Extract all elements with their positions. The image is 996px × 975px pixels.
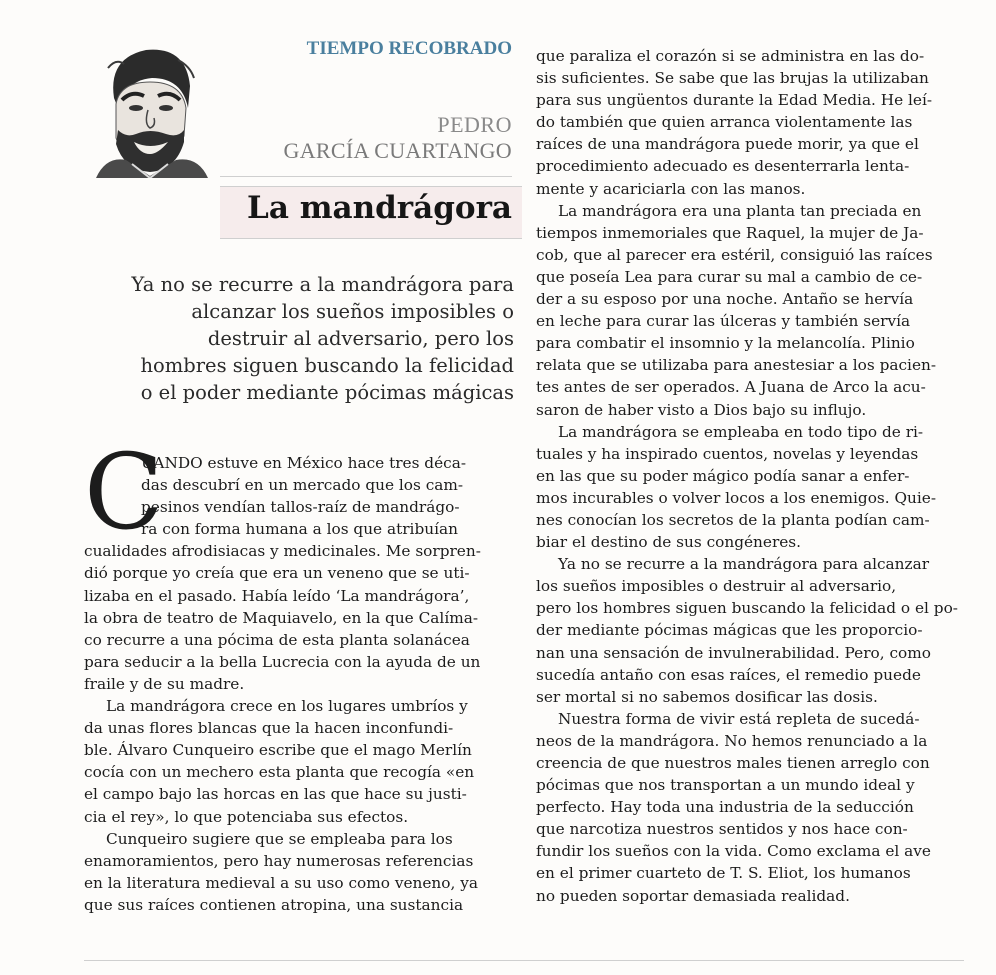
body-line: procedimiento adecuado es desenterrarla lenta- xyxy=(536,157,910,176)
article-column-left xyxy=(84,452,516,916)
body-line: La mandrágora se empleaba en todo tipo de ri- xyxy=(558,422,924,441)
body-line: en las que su poder mágico podía sanar a enfer- xyxy=(536,466,910,485)
body-line: mos incurables o volver locos a los enemigos. Quie- xyxy=(536,488,936,507)
body-line: para sus ungüentos durante la Edad Media. He leí- xyxy=(536,91,933,110)
article-column-right xyxy=(536,45,968,907)
lead-line: destruir al adversario, pero los xyxy=(207,327,514,350)
body-line: neos de la mandrágora. No hemos renunciado a la xyxy=(536,731,928,750)
body-line: sucedía antaño con esas raíces, el remedio puede xyxy=(536,665,921,684)
body-line: saron de haber visto a Dios bajo su influjo. xyxy=(536,400,867,419)
body-line: creencia de que nuestros males tienen arreglo con xyxy=(536,754,930,772)
body-line: que narcotiza nuestros sentidos y nos hace con- xyxy=(536,820,908,839)
body-line: dió porque yo creía que era un veneno que se uti- xyxy=(84,564,470,583)
drop-cap: C xyxy=(84,431,164,553)
bottom-divider xyxy=(84,960,964,961)
body-line: ra con forma humana a los que atribuían xyxy=(141,520,458,539)
body-line: cob, que al parecer era estéril, consiguió las raíces xyxy=(536,245,933,264)
lead-line: Ya no se recurre a la mandrágora para xyxy=(131,273,514,296)
body-line: tiempos inmemoriales que Raquel, la mujer de Ja- xyxy=(536,223,924,242)
body-line: pócimas que nos transportan a un mundo ideal y xyxy=(536,776,915,795)
body-line: fraile y de su madre. xyxy=(84,674,245,693)
body-line: der a su esposo por una noche. Antaño se hervía xyxy=(536,290,914,309)
body-line: relata que se utilizaba para anestesiar a los pacien- xyxy=(536,356,937,375)
body-line: La mandrágora era una planta tan preciada en xyxy=(558,201,922,220)
title-bottom-rule xyxy=(220,238,522,239)
author-portrait-illustration xyxy=(86,38,216,178)
body-line: cualidades afrodisiacas y medicinales. Me sorpren- xyxy=(84,542,481,561)
lead-paragraph xyxy=(84,271,514,406)
body-line: raíces de una mandrágora puede morir, ya que el xyxy=(536,135,919,154)
header-divider xyxy=(220,176,512,177)
body-line: La mandrágora crece en los lugares umbríos y xyxy=(106,697,468,716)
body-line: en la literatura medieval a su uso como veneno, ya xyxy=(84,873,478,892)
body-line: sis suficientes. Se sabe que las brujas la utilizaban xyxy=(536,69,929,88)
body-line: lizaba en el pasado. Había leído ‘La mandrágora’, xyxy=(84,586,470,605)
article-title: La mandrágora xyxy=(247,190,512,226)
body-line: biar el destino de sus congéneres. xyxy=(536,533,802,552)
body-line: pesinos vendían tallos-raíz de mandrágo- xyxy=(141,498,460,517)
body-line: cia el rey», lo que potenciaba sus efectos. xyxy=(84,807,409,826)
body-line: en el primer cuarteto de T. S. Eliot, los humanos xyxy=(536,864,911,883)
body-line: ser mortal si no sabemos dosificar las dosis. xyxy=(536,687,878,706)
body-line: da unas flores blancas que la hacen inconfundi- xyxy=(84,719,454,738)
body-line: ble. Álvaro Cunqueiro escribe que el mago Merlín xyxy=(84,741,472,760)
body-line: mente y acariciarla con las manos. xyxy=(536,179,806,198)
body-line: para seducir a la bella Lucrecia con la ayuda de un xyxy=(84,652,481,671)
body-line: que poseía Lea para curar su mal a cambio de ce- xyxy=(536,267,923,286)
body-line: que paraliza el corazón si se administra en las do- xyxy=(536,47,925,65)
body-line: tuales y ha inspirado cuentos, novelas y leyendas xyxy=(536,444,919,463)
body-line: Cunqueiro sugiere que se empleaba para los xyxy=(106,829,453,848)
body-line: Ya no se recurre a la mandrágora para alcanzar xyxy=(558,555,930,574)
author-first-name: PEDRO xyxy=(437,112,512,137)
body-line: Nuestra forma de vivir está repleta de sucedá- xyxy=(558,709,920,728)
lead-line: alcanzar los sueños imposibles o xyxy=(191,300,514,323)
body-line: do también que quien arranca violentamente las xyxy=(536,113,913,132)
body-line: en leche para curar las úlceras y también servía xyxy=(536,312,911,331)
body-line: perfecto. Hay toda una industria de la seducción xyxy=(536,798,914,817)
body-line: enamoramientos, pero hay numerosas referencias xyxy=(84,851,474,870)
body-line: tes antes de ser operados. A Juana de Arco la acu- xyxy=(536,378,926,397)
section-label: TIEMPO RECOBRADO xyxy=(306,38,512,59)
lead-line: o el poder mediante pócimas mágicas xyxy=(140,381,514,404)
body-line: nan una sensación de invulnerabilidad. Pero, como xyxy=(536,643,931,662)
body-line: co recurre a una pócima de esta planta solanácea xyxy=(84,630,470,649)
body-line: para combatir el insomnio y la melancolía. Plinio xyxy=(536,334,915,353)
body-line: que sus raíces contienen atropina, una sustancia xyxy=(84,895,464,914)
body-line: los sueños imposibles o destruir al adversario, xyxy=(536,577,897,596)
body-line: no pueden soportar demasiada realidad. xyxy=(536,886,850,905)
body-line: la obra de teatro de Maquiavelo, en la que Calíma- xyxy=(84,608,478,627)
body-line: nes conocían los secretos de la planta podían cam- xyxy=(536,510,930,529)
title-top-rule xyxy=(220,186,522,187)
body-line: el campo bajo las horcas en las que hace su justi- xyxy=(84,785,467,804)
body-line: das descubrí en un mercado que los cam- xyxy=(141,476,464,495)
body-line: pero los hombres siguen buscando la felicidad o el po- xyxy=(536,599,958,618)
author-last-name: GARCÍA CUARTANGO xyxy=(283,138,512,163)
body-line: fundir los sueños con la vida. Como exclama el ave xyxy=(536,842,931,861)
body-line: UANDO estuve en México hace tres déca- xyxy=(141,454,466,472)
body-line: der mediante pócimas mágicas que les proporcio- xyxy=(536,621,923,640)
lead-line: hombres siguen buscando la felicidad xyxy=(140,354,514,377)
body-line: cocía con un mechero esta planta que recogía «en xyxy=(84,763,475,782)
